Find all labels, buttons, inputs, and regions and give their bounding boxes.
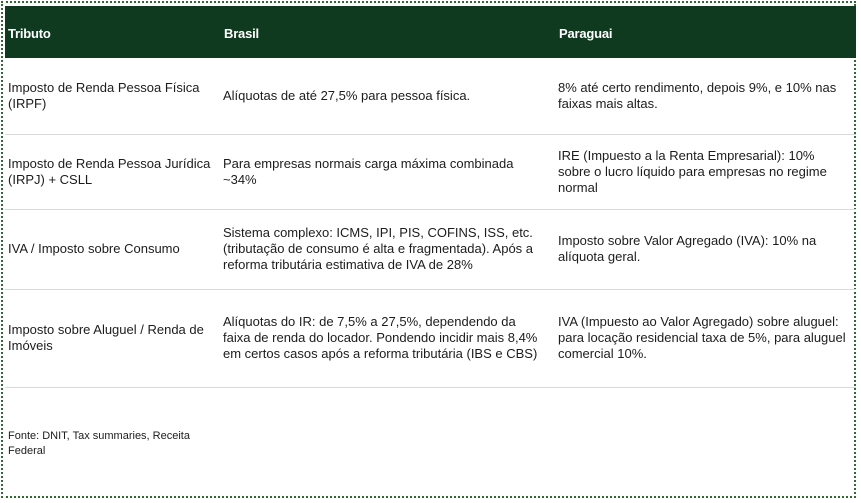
- table-body: [5, 58, 856, 477]
- empty-cell: [554, 387, 856, 477]
- table-row: [5, 209, 856, 289]
- cell-paraguai: Imposto sobre Valor Agregado (IVA): 10% na alíquota geral.: [554, 209, 856, 289]
- header-tributo: Tributo: [5, 6, 219, 58]
- cell-paraguai: IVA (Impuesto ao Valor Agregado) sobre aluguel: para locação residencial taxa de 5%, para aluguel comercial 10%.: [554, 289, 856, 387]
- table-row: [5, 134, 856, 209]
- cell-tributo: Imposto de Renda Pessoa Jurídica (IRPJ) + CSLL: [5, 134, 219, 209]
- cell-brasil: Alíquotas do IR: de 7,5% a 27,5%, dependendo da faixa de renda do locador. Pondendo incidir mais 8,4% em certos casos após a reforma tributária (IBS e CBS): [219, 289, 554, 387]
- header-row: [5, 6, 856, 58]
- tax-comparison-table: [5, 6, 856, 477]
- cell-brasil: Alíquotas de até 27,5% para pessoa física.: [219, 58, 554, 134]
- cell-paraguai: IRE (Impuesto a la Renta Empresarial): 10% sobre o lucro líquido para empresas no regime normal: [554, 134, 856, 209]
- cell-paraguai: 8% até certo rendimento, depois 9%, e 10% nas faixas mais altas.: [554, 58, 856, 134]
- header-paraguai: Paraguai: [554, 6, 856, 58]
- source-cell: [5, 387, 219, 477]
- cell-brasil: Sistema complexo: ICMS, IPI, PIS, COFINS, ISS, etc. (tributação de consumo é alta e fragmentada). Após a reforma tributária estimativa de IVA de 28%: [219, 209, 554, 289]
- cell-tributo: IVA / Imposto sobre Consumo: [5, 209, 219, 289]
- header-brasil: Brasil: [219, 6, 554, 58]
- empty-cell: [219, 387, 554, 477]
- source-row: [5, 387, 856, 477]
- cell-tributo: Imposto sobre Aluguel / Renda de Imóveis: [5, 289, 219, 387]
- table-row: [5, 58, 856, 134]
- cell-brasil: Para empresas normais carga máxima combinada ~34%: [219, 134, 554, 209]
- table-row: [5, 289, 856, 387]
- table-header: [5, 6, 856, 58]
- source-note: Fonte: DNIT, Tax summaries, Receita Federal: [8, 429, 190, 457]
- table-frame: [1, 1, 856, 498]
- cell-tributo: Imposto de Renda Pessoa Física (IRPF): [5, 58, 219, 134]
